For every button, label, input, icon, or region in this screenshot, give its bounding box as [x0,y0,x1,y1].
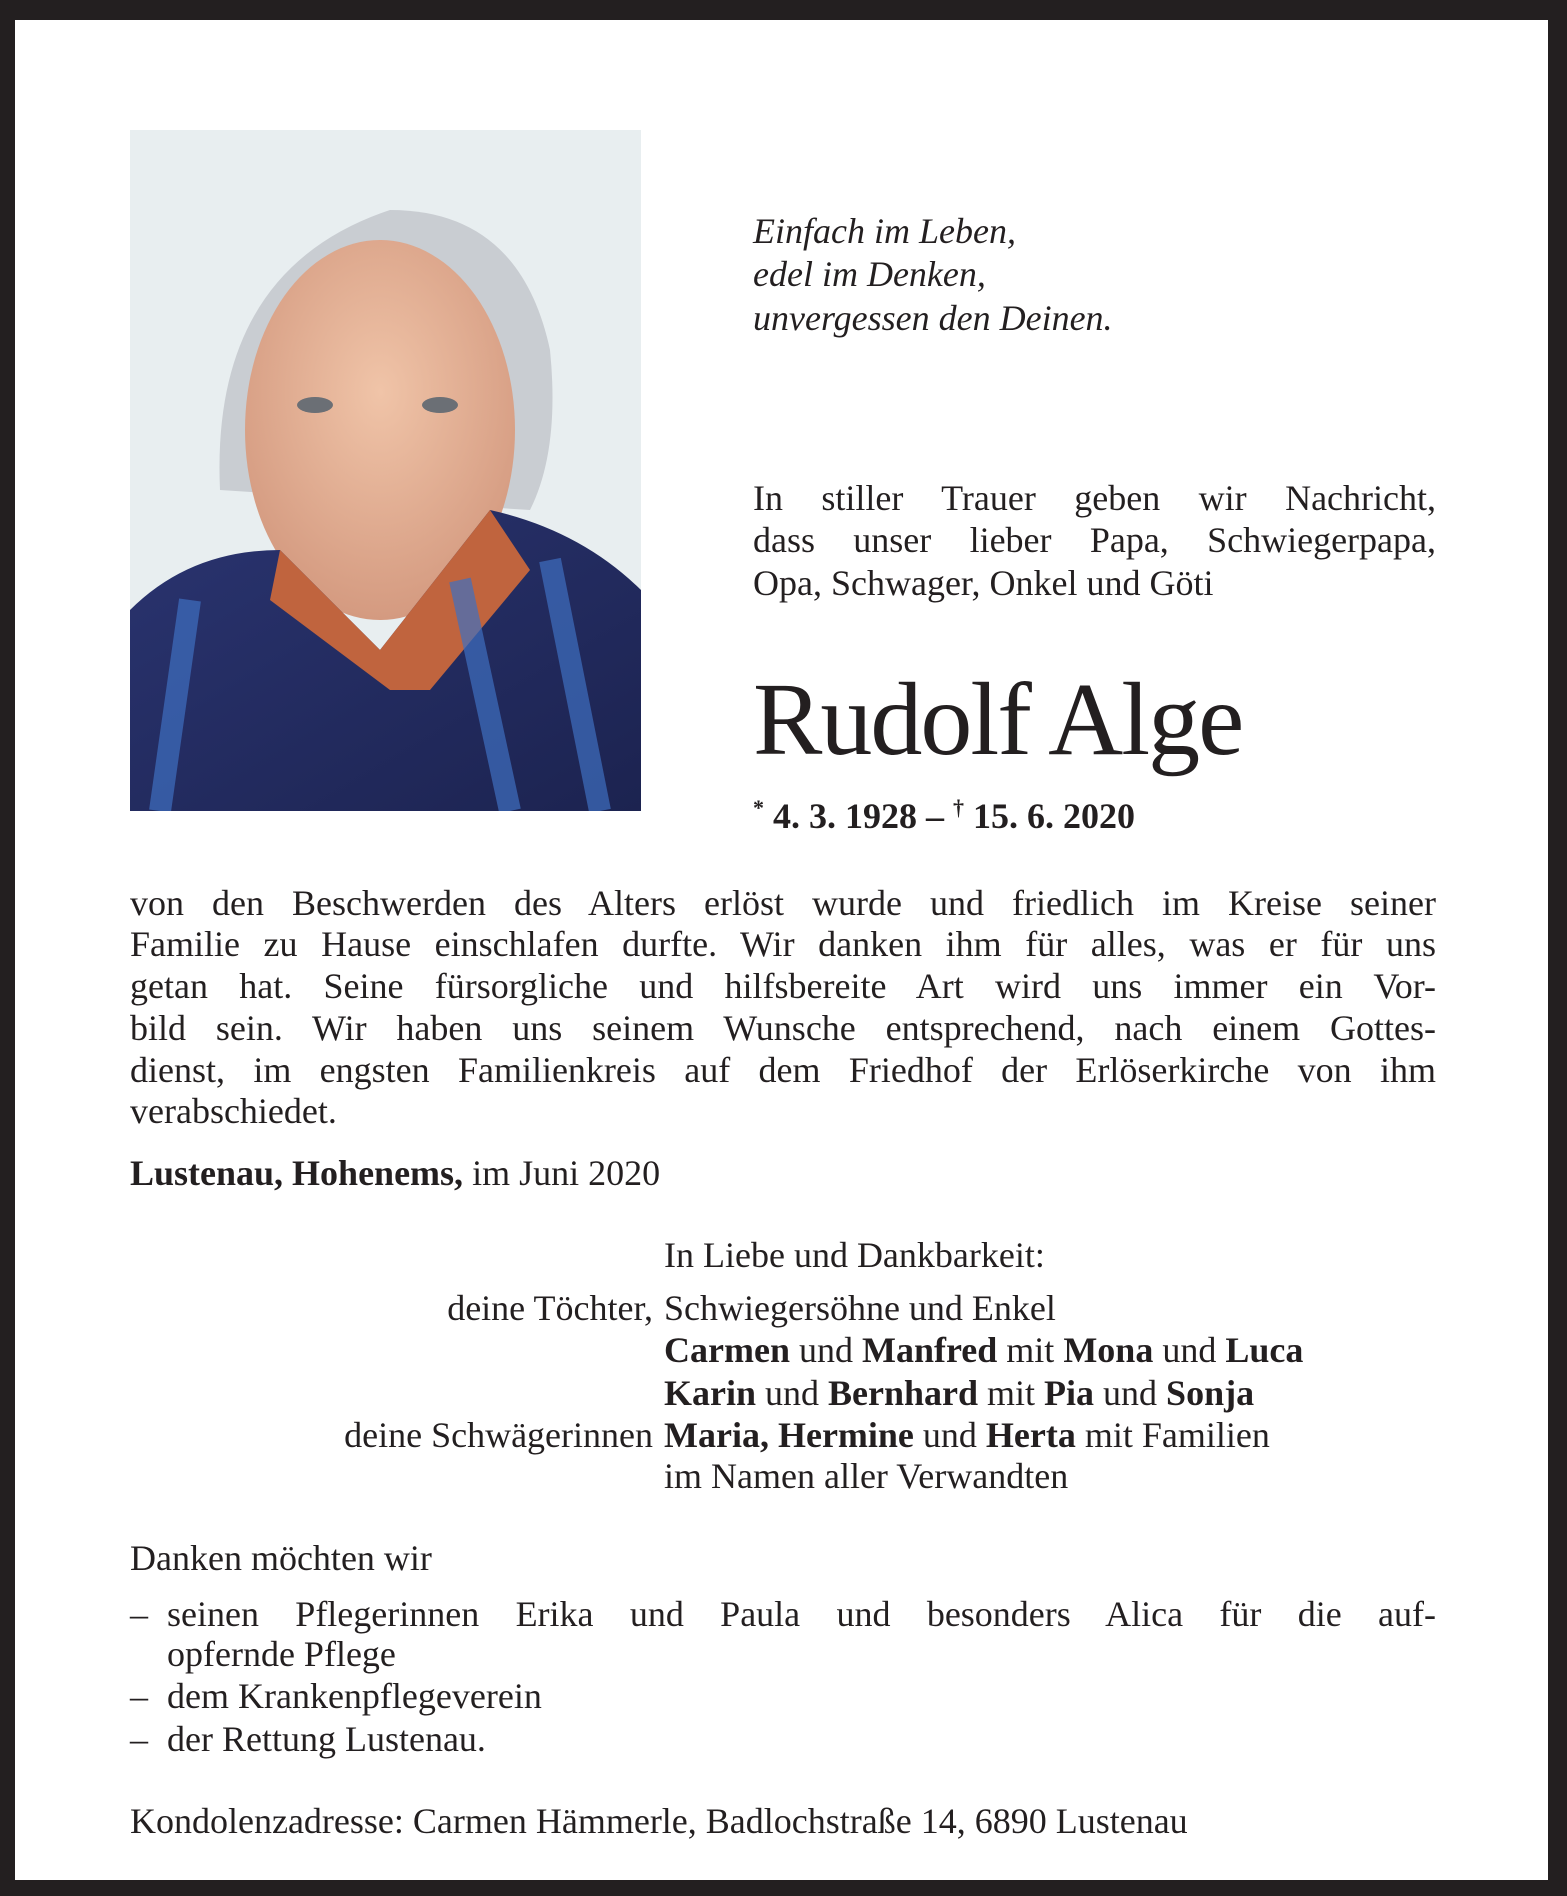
daughters-line: Schwiegersöhne und Enkel [664,1288,1056,1328]
obituary-notice [15,20,1548,1880]
name: Luca [1225,1330,1304,1370]
name: Sonja [1166,1373,1255,1413]
conj: mit [997,1330,1064,1370]
condolence-address: Kondolenzadresse: Carmen Hämmerle, Badlochstraße 14, 6890 Lustenau [130,1801,1188,1841]
label-sisters-in-law: deine Schwägerinnen [344,1415,653,1455]
label-daughters: deine Töchter, [447,1288,653,1328]
name: Maria, Hermine [664,1415,914,1455]
intro-line: Opa, Schwager, Onkel und Göti [753,563,1214,603]
intro-line: In stiller Trauer geben wir Nachricht, [753,478,1436,518]
name: Bernhard [828,1373,979,1413]
life-dates [753,795,1135,837]
date-separator: – [917,796,953,836]
conj: und [1094,1373,1167,1413]
family-row [664,1329,1303,1371]
name: Karin [664,1373,757,1413]
body-line: bild sein. Wir haben uns seinem Wunsche entsprechend, nach einem Gottes- [130,1008,1436,1048]
birth-symbol: * [753,795,764,820]
thanks-heading: Danken möchten wir [130,1538,432,1578]
conj: und [789,1330,862,1370]
death-symbol: † [953,795,964,820]
birth-date: 4. 3. 1928 [773,796,917,836]
thanks-item: seinen Pflegerinnen Erika und Paula und besonders Alica für die auf- [167,1594,1436,1634]
conj: mit Familien [1075,1415,1270,1455]
family-row [664,1414,1270,1456]
conj: und [913,1415,986,1455]
body-line: dienst, im engsten Familienkreis auf dem Friedhof der Erlöserkirche von ihm [130,1050,1436,1090]
poem-line: Einfach im Leben, [753,211,1016,251]
conj: und [756,1373,829,1413]
deceased-name: Rudolf Alge [753,662,1243,777]
mourners-heading: In Liebe und Dankbarkeit: [664,1235,1045,1275]
thanks-item: der Rettung Lustenau. [167,1719,486,1759]
body-line: Familie zu Hause einschlafen durfte. Wir danken ihm für alles, was er für uns [130,924,1436,964]
thanks-item-cont: opfernde Pflege [167,1634,396,1674]
conj: mit [978,1373,1045,1413]
name: Carmen [664,1330,790,1370]
dash: – [130,1594,148,1634]
conj: und [1153,1330,1226,1370]
intro-line: dass unser lieber Papa, Schwiegerpapa, [753,520,1436,560]
body-line: getan hat. Seine fürsorgliche und hilfsbereite Art wird uns immer ein Vor- [130,966,1436,1006]
place-names: Lustenau, Hohenems, [130,1153,464,1193]
name: Manfred [861,1330,998,1370]
name: Pia [1044,1373,1095,1413]
poem-line: edel im Denken, [753,254,986,294]
relatives-line: im Namen aller Verwandten [664,1456,1069,1496]
dash: – [130,1719,148,1759]
poem-line: unvergessen den Deinen. [753,298,1113,338]
place-date [130,1152,660,1194]
thanks-item: dem Krankenpflegeverein [167,1676,542,1716]
portrait-photo [130,130,641,811]
body-line: von den Beschwerden des Alters erlöst wurde und friedlich im Kreise seiner [130,883,1436,923]
body-line: verabschiedet. [130,1091,337,1131]
dash: – [130,1676,148,1716]
death-date: 15. 6. 2020 [973,796,1135,836]
notice-date: im Juni 2020 [463,1153,661,1193]
family-row [664,1372,1254,1414]
name: Mona [1063,1330,1154,1370]
name: Herta [985,1415,1076,1455]
